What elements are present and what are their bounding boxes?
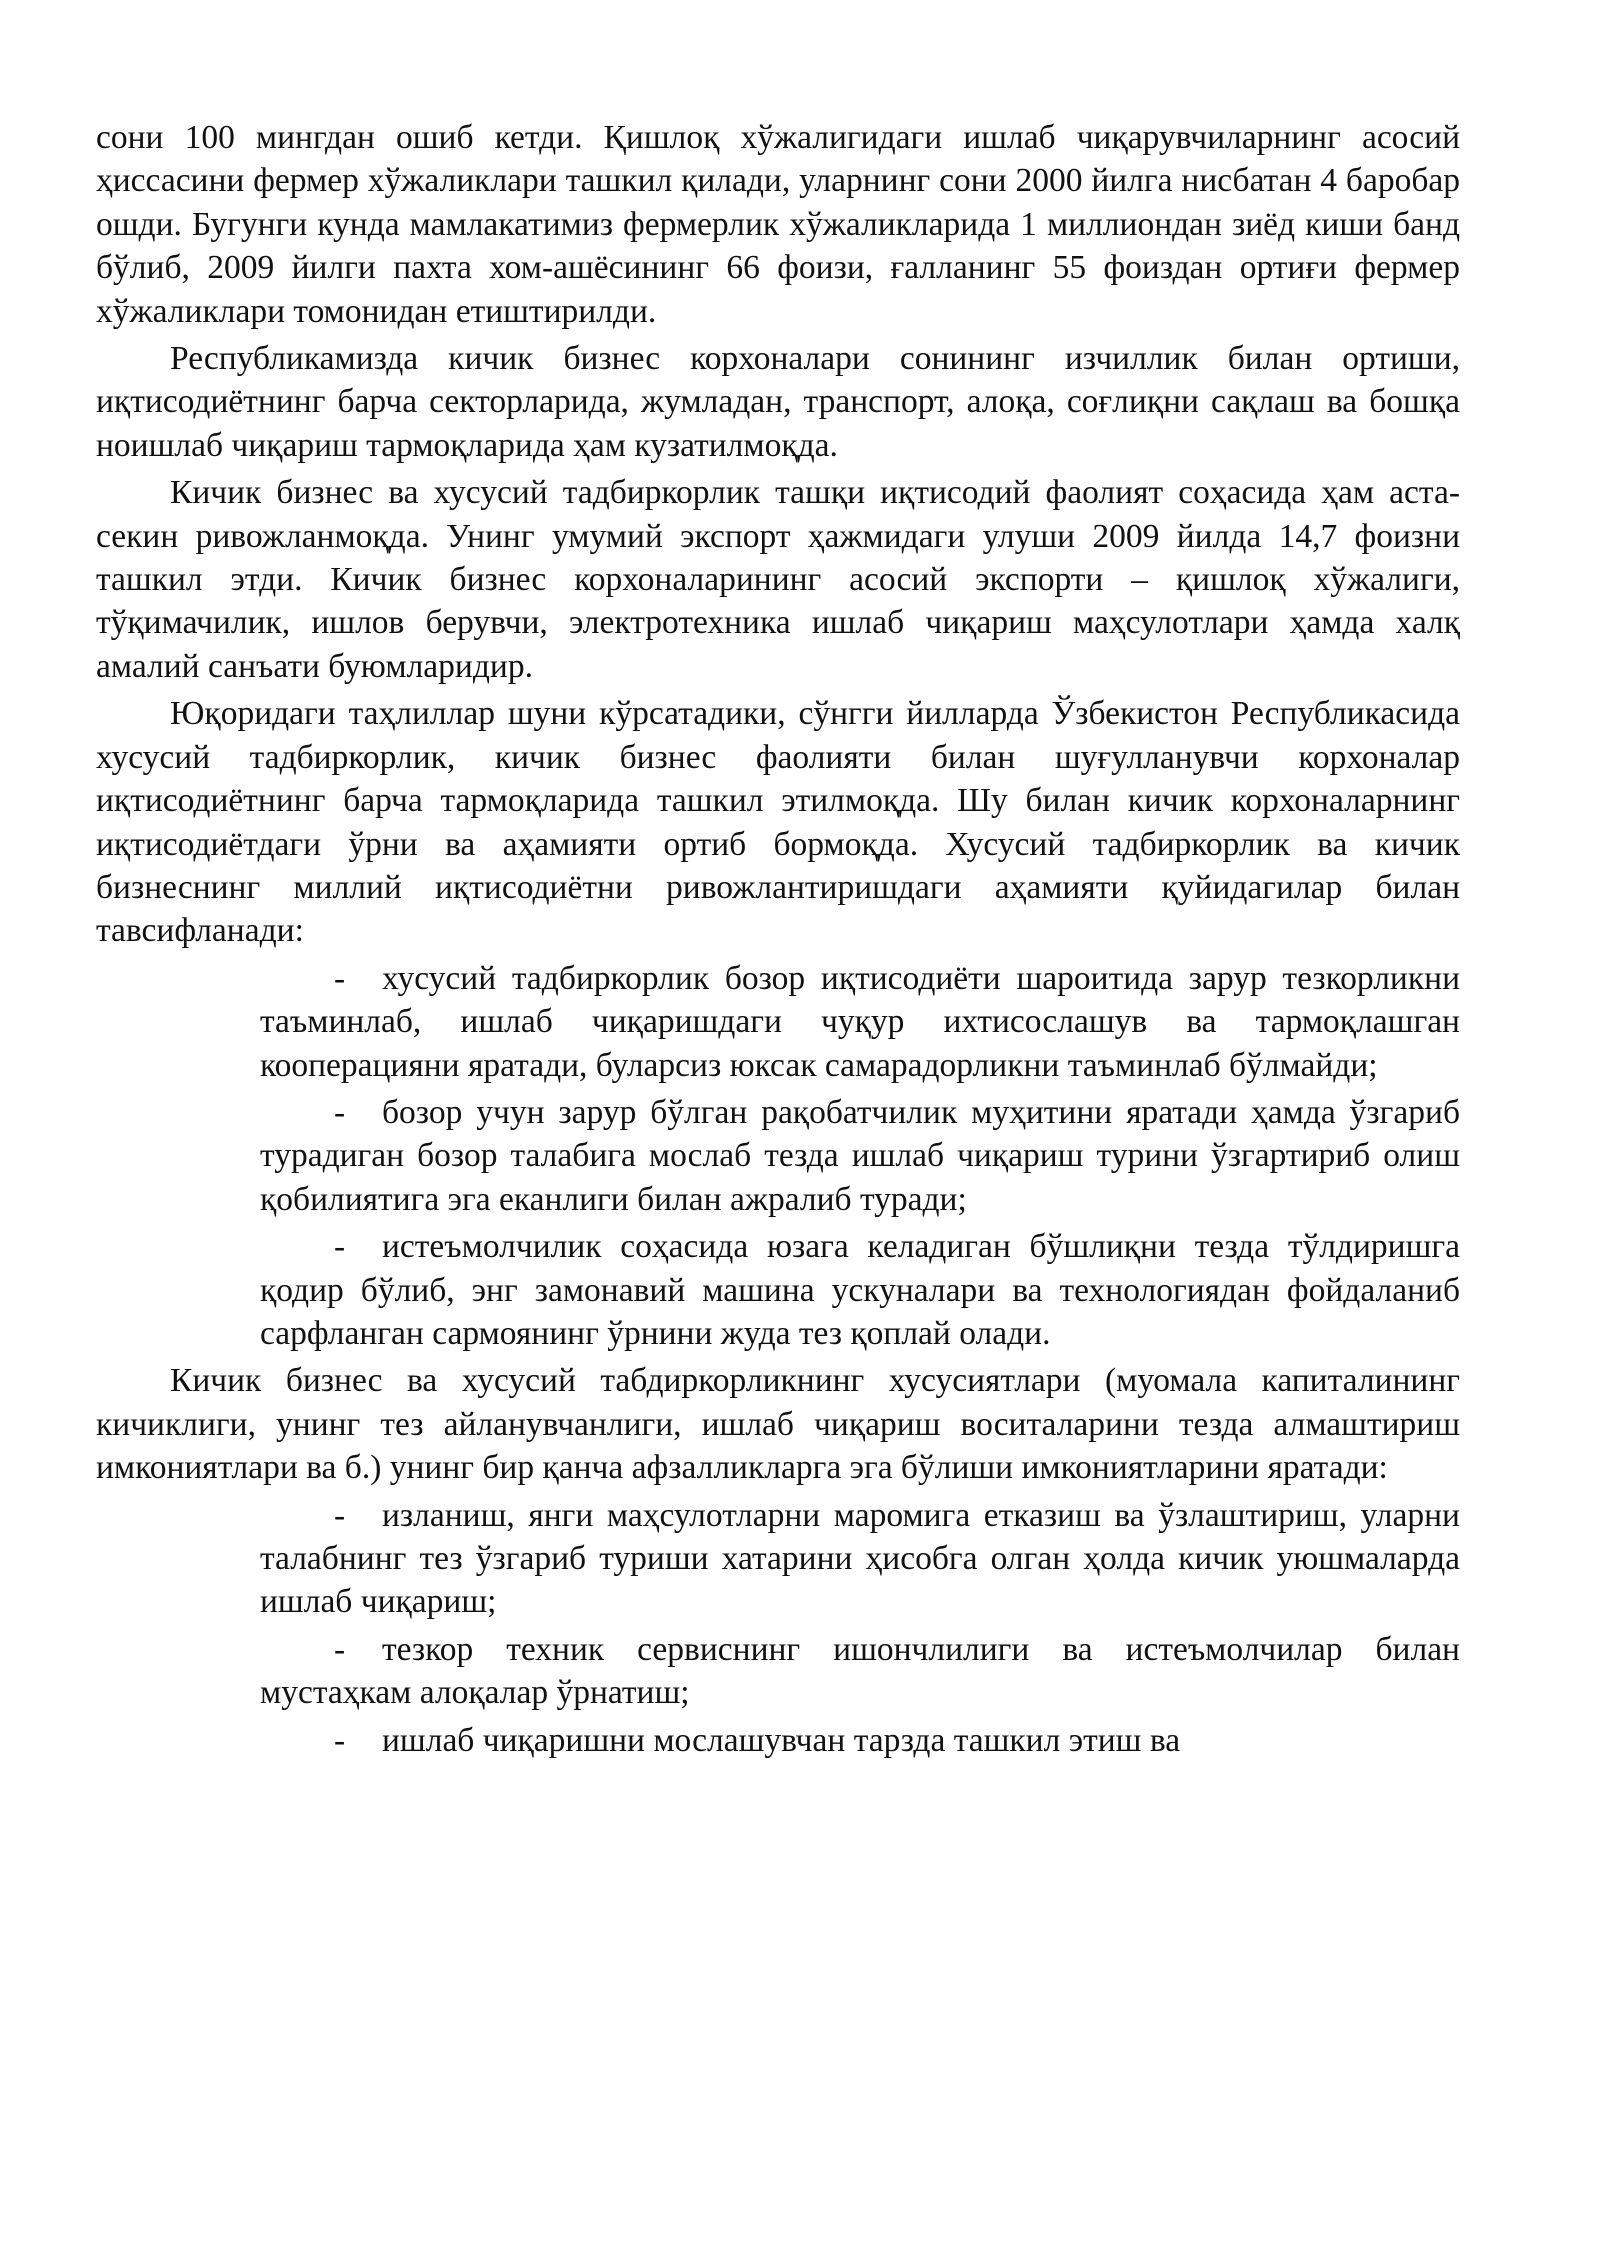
bullet-dash: - xyxy=(334,1721,346,1759)
bullet-item xyxy=(260,1494,1460,1624)
paragraph-features: Кичик бизнес ва хусусий табдиркорликнинг хусусиятлари (муомала капиталининг кичиклиги, унинг тез айланувчанлиги, ишлаб чиқариш воситаларини тезда алмаштириш имкониятлари ва б.) унинг бир қанча афзалликларга эга бўлиши имкониятларини яратади: xyxy=(96,1362,1460,1487)
bullet-dash: - xyxy=(334,1228,346,1266)
bullet-item xyxy=(260,957,1460,1087)
paragraph-foreign-trade: Кичик бизнес ва хусусий тадбиркорлик ташқи иқтисодий фаолият соҳасида ҳам аста-секин ривожланмоқда. Унинг умумий экспорт ҳажмидаги улуши 2009 йилда 14,7 фоизни ташкил этди. Кичик бизнес корхоналарининг асосий экспорти – қишлоқ хўжалиги, тўқимачилик, ишлов берувчи, электротехника ишлаб чиқариш маҳсулотлари ҳамда халқ амалий санъати буюмларидир. xyxy=(96,474,1460,685)
bullet-dash: - xyxy=(334,1093,346,1131)
paragraph-small-business-growth: Республикамизда кичик бизнес корхоналари сонининг изчиллик билан ортиши, иқтисодиётнинг барча секторларида, жумладан, транспорт, алоқа, соғлиқни сақлаш ва бошқа ноишлаб чиқариш тармоқларида ҳам кузатилмоқда. xyxy=(96,340,1460,464)
bullet-text: ишлаб чиқаришни мослашувчан тарзда ташкил этиш ва xyxy=(382,1721,1181,1759)
bullet-item xyxy=(260,1091,1460,1221)
bullet-text: истеъмолчилик соҳасида юзага келадиган бўшлиқни тезда тўлдиришга қодир бўлиб, энг замонавий машина ускуналари ва технологиядан фойдаланиб сарфланган сармоянинг ўрнини жуда тез қоплай олади. xyxy=(260,1228,1460,1352)
bullet-dash: - xyxy=(334,959,346,997)
bullet-text: тезкор техник сервиснинг ишончлилиги ва истеъмолчилар билан мустаҳкам алоқалар ўрнатиш; xyxy=(260,1630,1460,1712)
bullet-dash: - xyxy=(334,1630,346,1668)
bullet-item xyxy=(260,1719,1460,1762)
bullet-text: бозор учун зарур бўлган рақобатчилик муҳитини яратади ҳамда ўзгариб турадиган бозор талабига мослаб тезда ишлаб чиқариш турини ўзгартириб олиш қобилиятига эга еканлиги билан ажралиб туради; xyxy=(260,1093,1460,1218)
bullet-text: хусусий тадбиркорлик бозор иқтисодиёти шароитида зарур тезкорликни таъминлаб, ишлаб чиқаришдаги чуқур ихтисослашув ва тармоқлашган кооперацияни яратади, буларсиз юксак самарадорликни таъминлаб бўлмайди; xyxy=(260,959,1460,1084)
paragraph-analysis: Юқоридаги таҳлиллар шуни кўрсатадики, сўнгги йилларда Ўзбекистон Республикасида хусусий тадбиркорлик, кичик бизнес фаолияти билан шуғулланувчи корхоналар иқтисодиётнинг барча тармоқларида ташкил этилмоқда. Шу билан кичик корхоналарнинг иқтисодиётдаги ўрни ва аҳамияти ортиб бормоқда. Хусусий тадбиркорлик ва кичик бизнеснинг миллий иқтисодиётни ривожлантиришдаги аҳамияти қуйидагилар билан тавсифланади: xyxy=(96,695,1460,950)
bullet-item xyxy=(260,1628,1460,1715)
bullet-dash: - xyxy=(334,1496,346,1534)
bullet-item xyxy=(260,1225,1460,1355)
bullet-text: изланиш, янги маҳсулотларни маромига етказиш ва ўзлаштириш, уларни талабнинг тез ўзгариб туриши хатарини ҳисобга олган ҳолда кичик уюшмаларда ишлаб чиқариш; xyxy=(260,1496,1460,1621)
paragraph-farms: сони 100 мингдан ошиб кетди. Қишлоқ хўжалигидаги ишлаб чиқарувчиларнинг асосий ҳиссасини фермер хўжаликлари ташкил қилади, уларнинг сони 2000 йилга нисбатан 4 баробар ошди. Бугунги кунда мамлакатимиз фермерлик хўжаликларида 1 миллиондан зиёд киши банд бўлиб, 2009 йилги пахта хом-ашёсининг 66 фоизи, ғалланинг 55 фоиздан ортиғи фермер хўжаликлари томонидан етиштирилди. xyxy=(96,119,1460,330)
